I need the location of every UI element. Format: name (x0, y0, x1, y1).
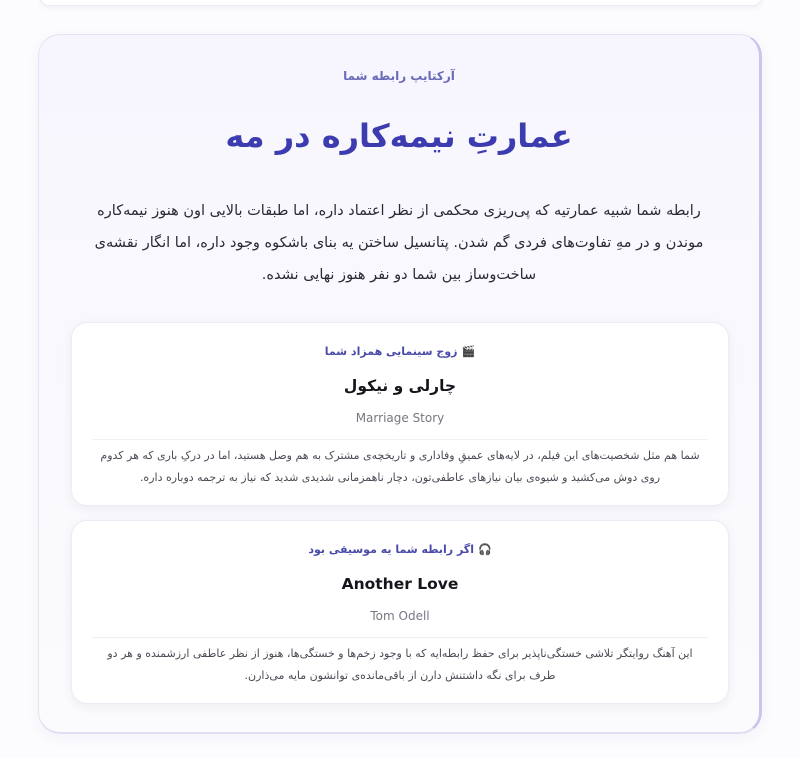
archetype-eyebrow: آرکتایپ رابطه شما (343, 69, 455, 83)
film-match-card (71, 322, 729, 506)
film-card-label-text: زوج سینمایی همزاد شما (324, 345, 458, 358)
song-title: Another Love (341, 575, 459, 593)
music-card-description: این آهنگ روایتگر تلاشی خستگی‌ناپذیر برای حفظ رابطه‌ایه که با وجود زخم‌ها و خستگی‌ها، هنوز از نظر عاطفی ارزشمنده و هر دو طرف برای نگه داشتنش دارن از باقی‌مانده‌ی توانشون مایه می‌ذارن. (107, 647, 693, 682)
film-card-label (72, 345, 728, 358)
music-card-label-text: اگر رابطه شما یه موسیقی بود (308, 543, 474, 556)
film-card-divider (92, 439, 708, 440)
music-card-divider (92, 637, 708, 638)
clapperboard-icon: 🎬 (461, 345, 476, 358)
archetype-title: عمارتِ نیمه‌کاره در مه (225, 117, 573, 155)
headphones-icon: 🎧 (477, 543, 492, 556)
film-title: Marriage Story (355, 411, 445, 425)
film-card-description: شما هم مثل شخصیت‌های این فیلم، در لایه‌های عمیقِ وفاداری و تاریخچه‌ی مشترک به هم وصل هستید، اما در درکِ باری که هر کدوم روی دوش می‌کشید و شیوه‌ی بیان نیازهای عاطفی‌تون، دچار ناهمزمانی شدیدی شدید که نیاز به ترجمه دوباره داره. (100, 449, 700, 484)
previous-card-edge (40, 0, 762, 6)
film-couple-name: چارلی و نیکول (343, 377, 457, 395)
song-artist: Tom Odell (370, 609, 430, 623)
music-card-label (72, 543, 728, 556)
music-match-card (71, 520, 729, 704)
archetype-description: رابطه شما شبیه عمارتیه که پی‌ریزی محکمی از نظر اعتماد داره، اما طبقات بالایی اون هنوز نیمه‌کاره موندن و در مهِ تفاوت‌های فردی گم شدن. پتانسیل ساختن یه بنای باشکوه وجود داره، اما انگار نقشه‌ی ساخت‌وساز بین شما دو نفر هنوز نهایی نشده. (94, 203, 704, 283)
archetype-card (38, 34, 762, 734)
